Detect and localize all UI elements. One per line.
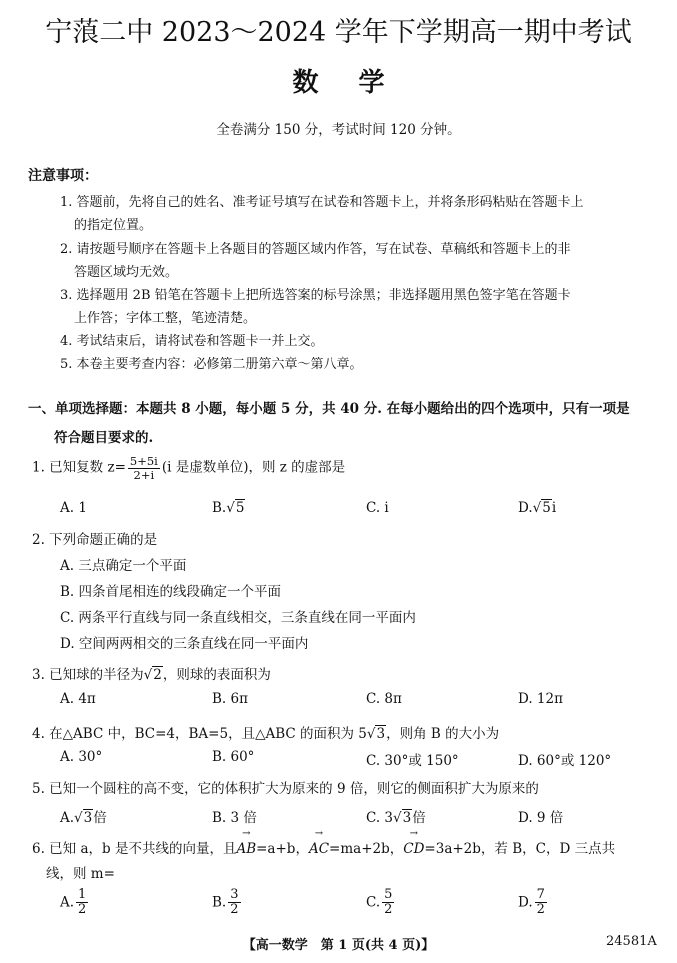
question-3-option-c: C. 8π — [366, 691, 402, 707]
question-5-stem: 5. 已知一个圆柱的高不变，它的体积扩大为原来的 9 倍，则它的侧面积扩大为原来的 — [32, 781, 539, 797]
question-6-option-b: B. $\frac{3}{2}$ — [212, 887, 239, 918]
sqrt-symbol: √2 — [143, 667, 162, 683]
note-item: 答题区域均无效。 — [74, 265, 179, 280]
vector-ab: → AB — [236, 841, 256, 857]
question-6-option-d: D. $\frac{7}{2}$ — [518, 887, 545, 918]
page-footer: 【高一数学 第 1 页(共 4 页)】 — [242, 938, 435, 953]
sqrt-symbol: √3 — [393, 810, 412, 826]
fraction: $\frac{7}{2}$ — [536, 887, 545, 918]
note-item: 上作答；字体工整，笔迹清楚。 — [74, 311, 257, 326]
sqrt-symbol: √5 — [532, 500, 551, 516]
question-3-stem: 3. 已知球的半径为√2，则球的表面积为 — [32, 667, 271, 683]
question-4-option-b: B. 60° — [212, 749, 255, 765]
question-5-option-a: A.√3倍 — [60, 810, 107, 826]
question-6-option-a: A. $\frac{1}{2}$ — [60, 887, 87, 918]
question-1-option-d: D.√5i — [518, 500, 557, 516]
question-4-option-c: C. 30°或 150° — [366, 753, 459, 769]
vector-ac: → AC — [309, 841, 329, 857]
question-1-option-c: C. i — [366, 500, 389, 516]
vector-cd: → CD — [403, 841, 424, 857]
question-5-option-c: C. 3√3倍 — [366, 810, 426, 826]
question-2-stem: 2. 下列命题正确的是 — [32, 532, 158, 548]
question-6-stem-cont: 线，则 m= — [46, 866, 115, 882]
section-heading-cont: 符合题目要求的. — [54, 430, 154, 446]
note-item: 1. 答题前，先将自己的姓名、准考证号填写在试卷和答题卡上，并将条形码粘贴在答题卡上 — [60, 195, 584, 210]
exam-title: 宁蒗二中 2023～2024 学年下学期高一期中考试 — [45, 17, 632, 48]
question-6-stem: 6. 已知 a，b 是不共线的向量，且→ AB=a+b，→ AC=ma+2b，→ CD=3a+2b，若 B，C，D 三点共 — [32, 837, 615, 857]
note-item: 5. 本卷主要考查内容：必修第二册第六章～第八章。 — [60, 357, 363, 372]
question-1-stem: 1. 已知复数 z= $\frac{5+5i}{2+i}$ (i 是虚数单位)，则 z 的虚部是 — [32, 454, 346, 482]
note-item: 2. 请按题号顺序在答题卡上各题目的答题区域内作答，写在试卷、草稿纸和答题卡上的非 — [60, 242, 571, 257]
question-2-option-d: D. 空间两两相交的三条直线在同一平面内 — [60, 636, 309, 652]
sqrt-symbol: √3 — [74, 810, 93, 826]
fraction: $\frac{1}{2}$ — [78, 887, 87, 918]
question-4-option-a: A. 30° — [60, 749, 103, 765]
question-3-option-d: D. 12π — [518, 691, 563, 707]
sqrt-symbol: √3 — [366, 726, 386, 742]
question-2-option-a: A. 三点确定一个平面 — [60, 558, 187, 574]
subject-title: 数学 — [292, 68, 425, 98]
full-mark-info: 全卷满分 150 分，考试时间 120 分钟。 — [216, 122, 461, 138]
question-4-stem: 4. 在△ABC 中，BC=4，BA=5，且△ABC 的面积为 5√3，则角 B 的大小为 — [32, 726, 500, 742]
section-heading: 一、单项选择题：本题共 8 小题，每小题 5 分，共 40 分. 在每小题给出的四个选项中，只有一项是 — [28, 401, 630, 417]
fraction: $\frac{5}{2}$ — [384, 887, 393, 918]
sqrt-symbol: √5 — [226, 500, 245, 516]
question-4-option-d: D. 60°或 120° — [518, 753, 612, 769]
question-5-option-b: B. 3 倍 — [212, 810, 257, 826]
notes-heading: 注意事项： — [28, 168, 98, 184]
question-2-option-b: B. 四条首尾相连的线段确定一个平面 — [60, 584, 282, 600]
question-2-option-c: C. 两条平行直线与同一条直线相交，三条直线在同一平面内 — [60, 610, 416, 626]
question-6-option-c: C. $\frac{5}{2}$ — [366, 887, 393, 918]
question-3-option-b: B. 6π — [212, 691, 248, 707]
question-5-option-d: D. 9 倍 — [518, 810, 564, 826]
exam-code: 24581A — [606, 934, 657, 949]
note-item: 4. 考试结束后，请将试卷和答题卡一并上交。 — [60, 334, 324, 349]
question-1-option-a: A. 1 — [60, 500, 87, 516]
question-3-option-a: A. 4π — [60, 691, 96, 707]
note-item: 的指定位置。 — [74, 218, 153, 233]
question-1-option-b: B.√5 — [212, 500, 245, 516]
fraction: $\frac{3}{2}$ — [230, 887, 239, 918]
fraction: $\frac{5+5i}{2+i}$ — [129, 454, 158, 482]
note-item: 3. 选择题用 2B 铅笔在答题卡上把所选答案的标号涂黑；非选择题用黑色签字笔在答题卡 — [60, 288, 571, 303]
